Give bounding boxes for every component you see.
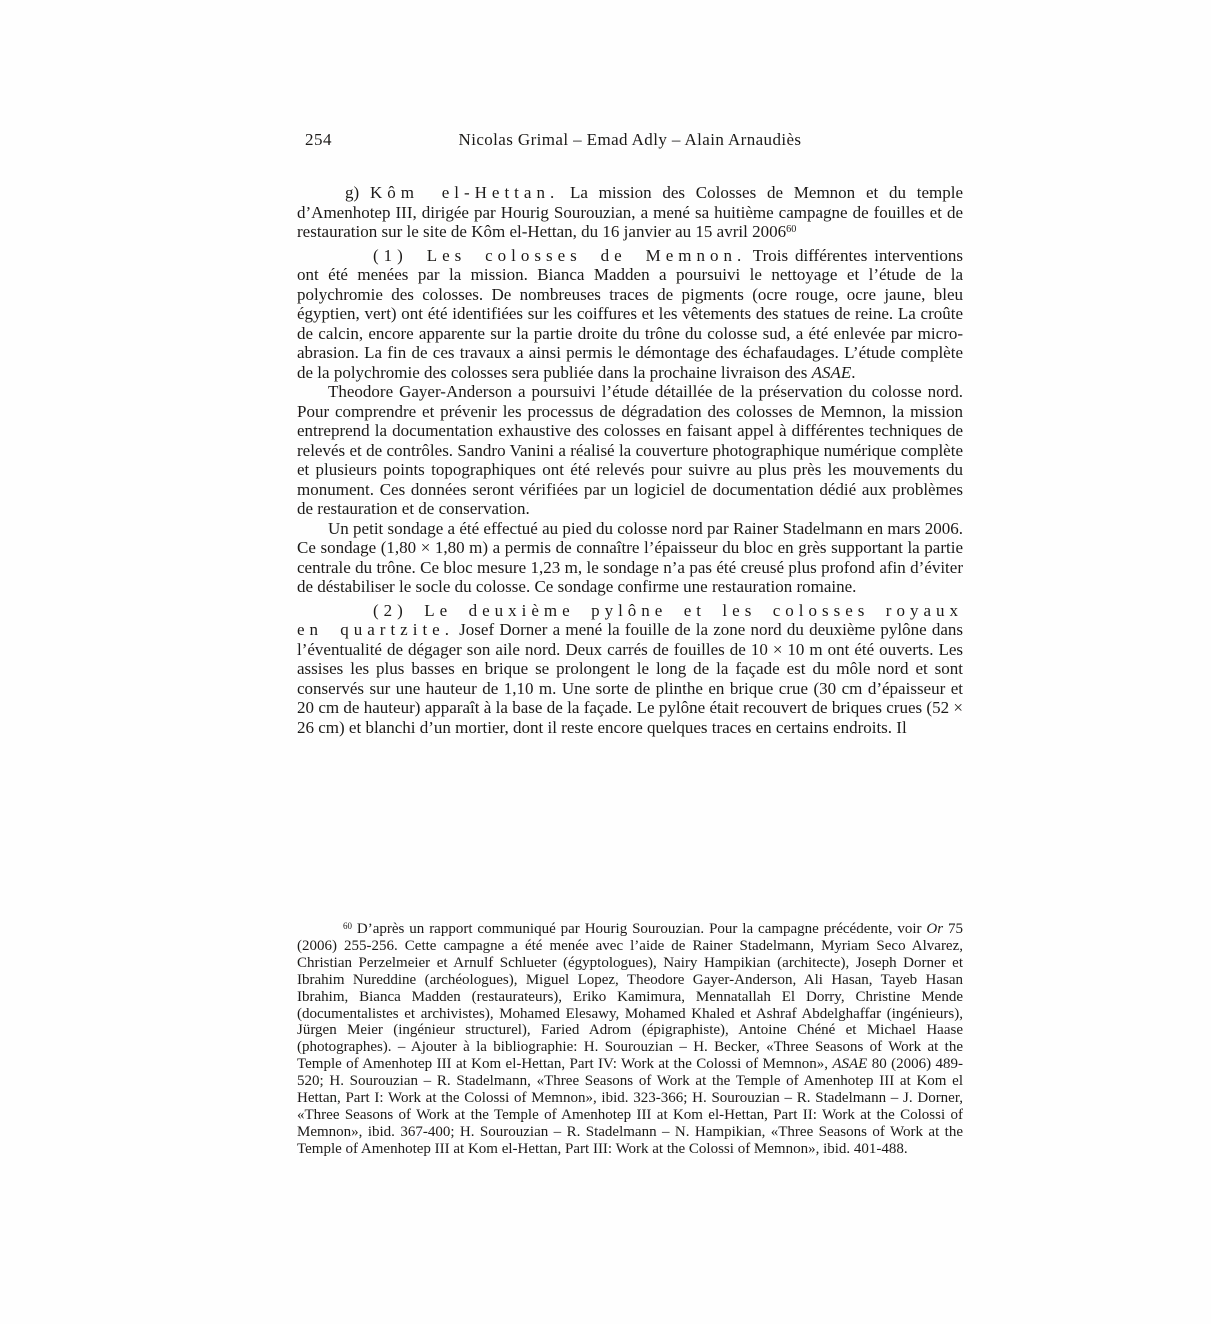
running-head-authors: Nicolas Grimal – Emad Adly – Alain Arnaudiès	[458, 130, 802, 149]
text-segment: D’après un rapport communiqué par Hourig Sourouzian. Pour la campagne précédente, voir	[352, 921, 927, 937]
footnote-reference-number: 60	[343, 920, 352, 931]
text-segment: ASAE	[832, 1056, 868, 1073]
page-number: 254	[305, 130, 332, 149]
text-segment: (1) Les colosses de Memnon.	[373, 245, 747, 265]
text-segment: Josef Dorner a mené la fouille de la zone nord du deuxième pylône dans l’éventualité de dégager son aile nord. Deux carrés de fouilles de 10 × 10 m ont été ouverts. Les assises les plus basses en brique se prolongent le long de la façade est du môle nord et sont conservés sur une hauteur de 1,10 m. Une sorte de plinthe en brique crue (30 cm d’épaisseur et 20 cm de hauteur) apparaît à la base de la façade. Le pylône était recouvert de briques crues (52 × 26 cm) et blanchi d’un mortier, dont il reste encore quelques traces en certains endroits. Il	[297, 620, 963, 737]
paragraph-gayer-anderson-preservation	[297, 382, 963, 519]
text-segment: .	[851, 362, 856, 382]
text-segment: Kôm el-Hettan.	[369, 183, 560, 202]
text-segment: Un petit sondage a été effectué au pied du colosse nord par Rainer Stadelmann en mars 2006. Ce sondage (1,80 × 1,80 m) a permis de connaître l’épaisseur du bloc en grès supportant la partie centrale du trône. Ce bloc mesure 1,23 m, le sondage n’a pas été creusé plus profond afin d’éviter de déstabiliser le socle du colosse. Ce sondage confirme une restauration romaine.	[297, 518, 963, 596]
paragraph-kom-el-hettan-heading	[297, 183, 963, 242]
text-segment: (2) Le deuxième pylône et les colosses royaux en quartzite.	[297, 600, 963, 639]
text-segment: Trois différentes interventions ont été menées par la mission. Bianca Madden a poursuivi le nettoyage et l’étude de la polychromie des colosses. De nombreuses traces de pigments (ocre rouge, ocre jaune, bleu égyptien, vert) ont été identifiées sur les coiffures et les vêtements des statues de reine. La croûte de calcin, encore apparente sur la partie droite du trône du colosse sud, a été enlevée par micro-abrasion. La fin de ces travaux a ainsi permis le démontage des échafaudages. L’étude complète de la polychromie des colosses sera publiée dans la prochaine livraison des	[297, 245, 963, 382]
paragraph-deuxieme-pylone	[297, 601, 963, 738]
footnote-section	[297, 921, 963, 1158]
body-text	[297, 183, 963, 737]
running-head	[297, 130, 963, 152]
text-segment: g)	[345, 183, 370, 202]
text-segment: Or	[926, 921, 944, 937]
paragraph-colosses-de-memnon	[297, 246, 963, 383]
text-segment: 75 (2006) 255-256. Cette campagne a été menée avec l’aide de Rainer Stadelmann, Myriam Seco Alvarez, Christian Perzelmeier et Arnulf Schlueter (égyptologues), Nairy Hampikian (architecte), Joseph Dorner et Ibrahim Nureddine (archéologues), Miguel Lopez, Theodore Gayer-Anderson, Ali Hasan, Tayeb Hasan Ibrahim, Bianca Madden (restaurateurs), Eriko Kamimura, Mennatallah El Dorry, Christine Mende (documentalistes et archivistes), Mohamed Elesawy, Mohamed Khaled et Ashraf Abdelghaffar (ingénieurs), Jürgen Meier (ingénieur structurel), Faried Adrom (épigraphiste), Antoine Chéné et Michael Haase (photographes). – Ajouter à la bibliographie: H. Sourouzian – H. Becker, «Three Seasons of Work at the Temple of Amenhotep III at Kom el-Hettan, Part IV: Work at the Colossi of Memnon»,	[297, 921, 963, 1073]
text-segment: ASAE	[811, 362, 852, 382]
footnote-reference-number: 60	[786, 224, 797, 236]
footnote-60	[297, 921, 963, 1158]
text-segment: Theodore Gayer-Anderson a poursuivi l’étude détaillée de la préservation du colosse nord. Pour comprendre et prévenir les processus de dégradation des colosses de Memnon, la mission entreprend la documentation exhaustive des colosses en faisant appel à différentes techniques de relevés et de contrôles. Sandro Vanini a réalisé la couverture photographique numérique complète et plusieurs points topographiques ont été relevés pour suivre au plus près les mouvements du monument. Ces données seront vérifiées par un logiciel de documentation dédié aux problèmes de restauration et de conservation.	[297, 382, 963, 518]
text-segment: La mission des Colosses de Memnon et du temple d’Amenhotep III, dirigée par Hourig Sourouzian, a mené sa huitième campagne de fouilles et de restauration sur le site de Kôm el-Hettan, du 16 janvier au 15 avril 2006	[297, 183, 963, 241]
paragraph-sondage-stadelmann	[297, 519, 963, 597]
text-segment: 80 (2006) 489-520; H. Sourouzian – R. Stadelmann, «Three Seasons of Work at the Temple of Amenhotep III at Kom el Hettan, Part I: Work at the Colossi of Memnon», ibid. 323-366; H. Sourouzian – R. Stadelmann – J. Dorner, «Three Seasons of Work at the Temple of Amenhotep III at Kom el-Hettan, Part II: Work at the Colossi of Memnon», ibid. 367-400; H. Sourouzian – R. Stadelmann – N. Hampikian, «Three Seasons of Work at the Temple of Amenhotep III at Kom el-Hettan, Part III: Work at the Colossi of Memnon», ibid. 401-488.	[297, 1056, 963, 1157]
